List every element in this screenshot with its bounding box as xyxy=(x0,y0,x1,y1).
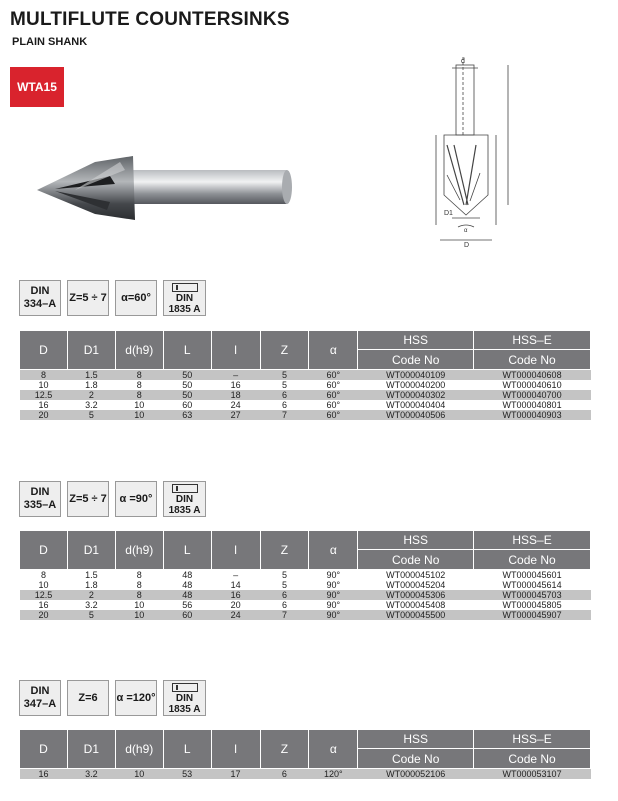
table-din347 xyxy=(19,729,591,779)
angle-box: α=60° xyxy=(115,280,157,316)
col-hss: HSS xyxy=(358,730,474,749)
spec-row-din334 xyxy=(19,280,206,316)
table-row: 8 1.5 8 48 – 5 90° WT000045102 WT000045601 xyxy=(40,570,562,580)
col-hsse-code: Code No xyxy=(474,749,591,769)
col-D: D xyxy=(20,331,68,370)
table-row: 20 5 10 63 27 7 60° WT000040506 WT000040903 xyxy=(20,410,591,420)
table-row: 12.5 2 8 50 18 6 60° WT000040302 WT000040700 xyxy=(20,390,591,400)
col-hsse-code: Code No xyxy=(474,350,591,370)
col-dh9: d(h9) xyxy=(115,331,163,370)
page-title: MULTIFLUTE COUNTERSINKS xyxy=(10,9,290,30)
col-alpha: α xyxy=(309,730,358,769)
col-L: L xyxy=(163,531,211,570)
col-hss: HSS xyxy=(358,531,474,550)
col-Z: Z xyxy=(260,730,309,769)
col-L: L xyxy=(163,331,211,370)
table-row: 10 1.8 8 48 14 5 90° WT000045204 WT000045614 xyxy=(38,580,562,590)
col-l: l xyxy=(211,331,260,370)
col-D1: D1 xyxy=(67,730,115,769)
col-dh9: d(h9) xyxy=(115,730,163,769)
col-hss-code: Code No xyxy=(358,350,474,370)
table-row: 10 1.8 8 50 16 5 60° WT000040200 WT000040610 xyxy=(38,380,562,390)
drawing-label-D: D xyxy=(464,242,470,249)
din-standard-box: DIN 334–A xyxy=(19,280,61,316)
flute-count-box: Z=5 ÷ 7 xyxy=(67,280,109,316)
shank-din-box: DIN 1835 A xyxy=(163,680,206,716)
col-D1: D1 xyxy=(67,331,115,370)
col-Z: Z xyxy=(260,531,309,570)
shank-icon xyxy=(172,484,198,493)
drawing-label-d: d xyxy=(461,58,465,65)
flute-count-box: Z=6 xyxy=(67,680,109,716)
col-hsse: HSS–E xyxy=(474,331,591,350)
col-Z: Z xyxy=(260,331,309,370)
table-row: 20 5 10 60 24 7 90° WT000045500 WT000045907 xyxy=(20,610,591,620)
spec-row-din347 xyxy=(19,680,206,716)
col-hss-code: Code No xyxy=(358,749,474,769)
shank-din-box: DIN 1835 A xyxy=(163,280,206,316)
col-dh9: d(h9) xyxy=(115,531,163,570)
din-standard-box: DIN 347–A xyxy=(19,680,61,716)
col-l: l xyxy=(211,531,260,570)
table-din335 xyxy=(19,530,591,620)
table-row: 16 3.2 10 56 20 6 90° WT000045408 WT000045805 xyxy=(38,600,562,610)
table-row: 16 3.2 10 60 24 6 60° WT000040404 WT000040801 xyxy=(38,400,562,410)
col-L: L xyxy=(163,730,211,769)
angle-box: α =90° xyxy=(115,481,157,517)
flute-count-box: Z=5 ÷ 7 xyxy=(67,481,109,517)
col-hss: HSS xyxy=(358,331,474,350)
shank-icon xyxy=(172,283,198,292)
spec-row-din335 xyxy=(19,481,206,517)
col-D: D xyxy=(20,531,68,570)
col-alpha: α xyxy=(309,331,358,370)
col-alpha: α xyxy=(309,531,358,570)
countersink-tool-image xyxy=(15,140,300,225)
col-D: D xyxy=(20,730,68,769)
drawing-label-d1: D1 xyxy=(444,210,453,217)
page-subtitle: PLAIN SHANK xyxy=(12,36,88,48)
col-hss-code: Code No xyxy=(358,550,474,570)
table-row: 12.5 2 8 48 16 6 90° WT000045306 WT000045703 xyxy=(20,590,591,600)
din-standard-box: DIN 335–A xyxy=(19,481,61,517)
table-din334 xyxy=(19,330,591,420)
col-D1: D1 xyxy=(67,531,115,570)
col-hsse: HSS–E xyxy=(474,730,591,749)
product-code-badge: WTA15 xyxy=(10,67,64,107)
angle-box: α =120° xyxy=(115,680,157,716)
drawing-label-alpha: α xyxy=(464,228,468,234)
shank-din-box: DIN 1835 A xyxy=(163,481,206,517)
col-hsse-code: Code No xyxy=(474,550,591,570)
col-l: l xyxy=(211,730,260,769)
col-hsse: HSS–E xyxy=(474,531,591,550)
table-row: 16 3.2 10 53 17 6 120° WT000052106 WT000053107 xyxy=(20,769,591,780)
shank-icon xyxy=(172,683,198,692)
table-row: 8 1.5 8 50 – 5 60° WT000040109 WT000040608 xyxy=(20,370,591,381)
technical-drawing xyxy=(430,55,525,250)
